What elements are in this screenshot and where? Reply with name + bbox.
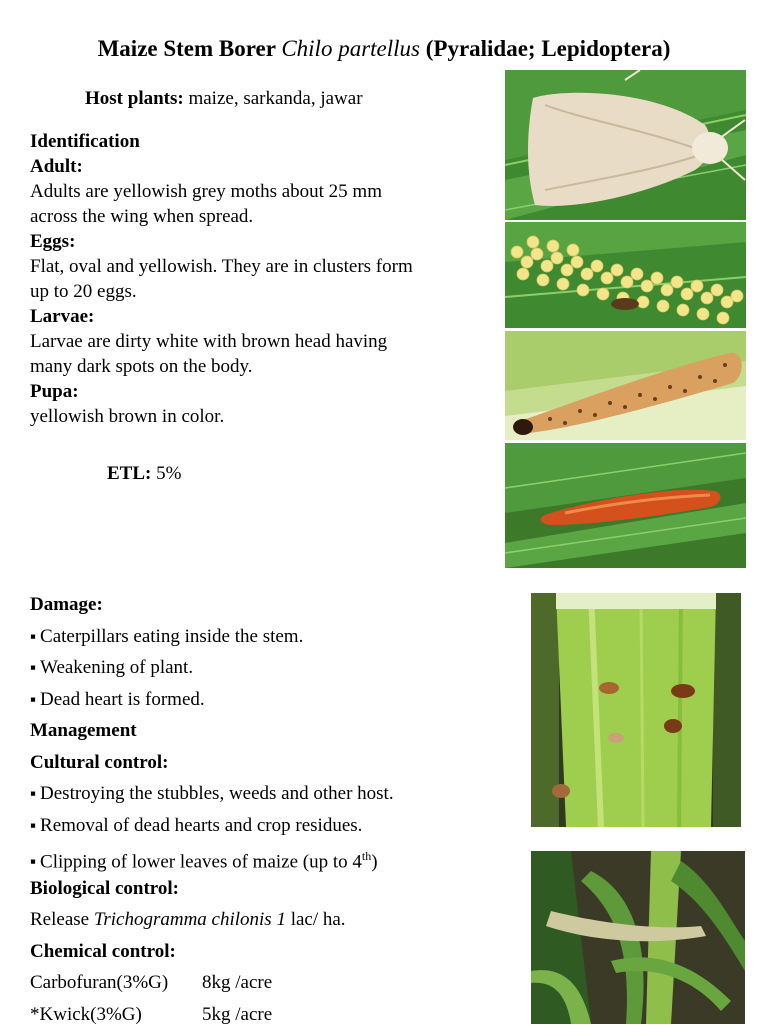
chemical-row — [30, 970, 394, 1002]
chemical-product: Carbofuran(3%G) — [30, 972, 168, 993]
chemical-row — [30, 1002, 394, 1033]
identification-section — [30, 129, 413, 429]
pupa-text-line: yellowish brown in color. — [30, 404, 413, 429]
identification-heading: Identification — [30, 129, 413, 154]
adult-text-line: across the wing when spread. — [30, 204, 413, 229]
superscript-th: th — [362, 849, 371, 863]
page-title — [0, 36, 768, 62]
chemical-dose: 8kg /acre — [202, 970, 272, 995]
biological-control-text — [30, 907, 394, 939]
title-common-name: Maize Stem Borer — [98, 36, 276, 61]
pupa-label: Pupa: — [30, 379, 413, 404]
adult-moth-photo — [505, 70, 746, 220]
host-plants-value: maize, sarkanda, jawar — [188, 88, 362, 109]
etl-label: ETL: — [107, 463, 151, 484]
larvae-text-line: many dark spots on the body. — [30, 354, 413, 379]
larvae-label: Larvae: — [30, 304, 413, 329]
title-scientific-name: Chilo partellus — [281, 36, 420, 61]
title-family: (Pyralidae; Lepidoptera) — [426, 36, 671, 61]
cultural-item: ▪ Removal of dead hearts and crop residues. — [30, 813, 394, 845]
biological-prefix: Release — [30, 909, 89, 930]
cultural-item: ▪ Destroying the stubbles, weeds and other host. — [30, 781, 394, 813]
eggs-text-line: up to 20 eggs. — [30, 279, 413, 304]
eggs-text-line: Flat, oval and yellowish. They are in clusters form — [30, 254, 413, 279]
damage-item: ▪ Caterpillars eating inside the stem. — [30, 624, 394, 656]
adult-label: Adult: — [30, 154, 413, 179]
damaged-stem-photo — [531, 593, 741, 827]
etl — [107, 461, 181, 486]
cultural-item-text: Clipping of lower leaves of maize (up to 4 — [40, 851, 362, 872]
cultural-item — [30, 844, 394, 876]
damage-heading: Damage: — [30, 592, 394, 624]
biological-rate: lac/ ha. — [291, 909, 346, 930]
host-plants — [85, 86, 363, 111]
damage-item: ▪ Weakening of plant. — [30, 655, 394, 687]
pupa-photo — [505, 443, 746, 568]
biological-agent: Trichogramma chilonis 1 — [94, 909, 286, 930]
eggs-label: Eggs: — [30, 229, 413, 254]
chemical-control-heading: Chemical control: — [30, 939, 394, 971]
damage-management-section — [30, 592, 394, 1033]
chemical-product: *Kwick(3%G) — [30, 1004, 142, 1025]
eggs-photo — [505, 222, 746, 328]
biological-control-heading: Biological control: — [30, 876, 394, 908]
adult-text-line: Adults are yellowish grey moths about 25 mm — [30, 179, 413, 204]
etl-value: 5% — [156, 463, 181, 484]
cultural-control-heading: Cultural control: — [30, 750, 394, 782]
cultural-item-end: ) — [371, 851, 377, 872]
chemical-dose: 5kg /acre — [202, 1002, 272, 1027]
larva-photo — [505, 331, 746, 440]
larvae-text-line: Larvae are dirty white with brown head having — [30, 329, 413, 354]
dead-heart-photo — [531, 851, 745, 1024]
host-plants-label: Host plants: — [85, 88, 184, 109]
management-heading: Management — [30, 718, 394, 750]
damage-item: ▪ Dead heart is formed. — [30, 687, 394, 719]
